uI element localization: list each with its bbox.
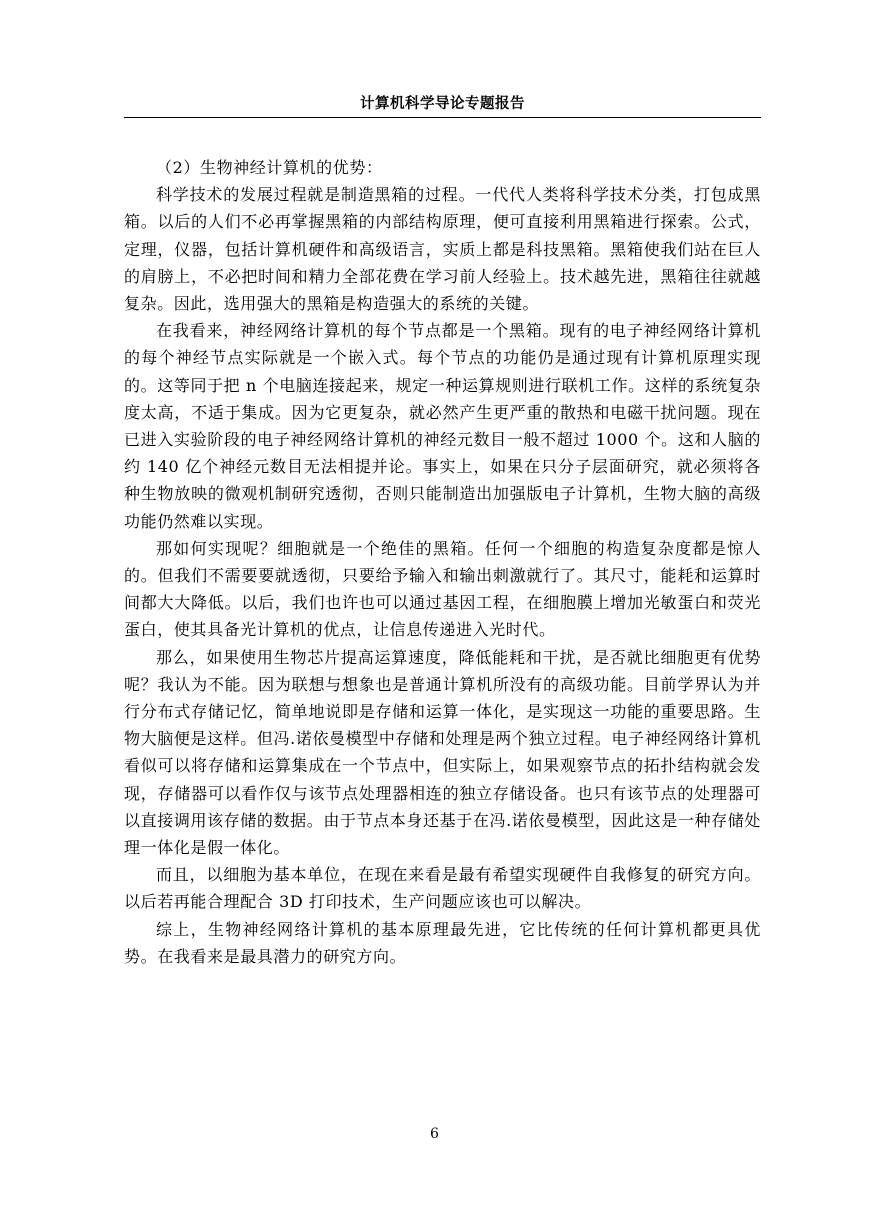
page-header: [124, 94, 761, 118]
document-body: [124, 154, 761, 970]
paragraph-conclusion: 综上，生物神经网络计算机的基本原理最先进，它比传统的任何计算机都更具优势。在我看来是最具潜力的研究方向。: [124, 919, 761, 966]
page-number: 6: [430, 1126, 439, 1142]
paragraph-biochip-comparison: 那么，如果使用生物芯片提高运算速度，降低能耗和干扰，是否就比细胞更有优势呢？我认为不能。因为联想与想象也是普通计算机所没有的高级功能。目前学界认为并行分布式存储记忆，简单地说即是存储和运算一体化，是实现这一功能的重要思路。生物大脑便是这样。但冯.诺依曼模型中存储和处理是两个独立过程。电子神经网络计算机看似可以将存储和运算集成在一个节点中，但实际上，如果观察节点的拓扑结构就会发现，存储器可以看作仅与该节点处理器相连的独立存储设备。也只有该节点的处理器可以直接调用该存储的数据。由于节点本身还基于在冯.诺依曼模型，因此这是一种存储处理一体化是假一体化。: [124, 647, 761, 858]
section-subheading: （2）生物神经计算机的优势：: [156, 158, 383, 177]
paragraph-neural-nodes: 在我看来，神经网络计算机的每个节点都是一个黑箱。现有的电子神经网络计算机的每个神经节点实际就是一个嵌入式。每个节点的功能仍是通过现有计算机原理实现的。这等同于把 n 个电脑连接起来，规定一种运算规则进行联机工作。这样的系统复杂度太高，不适于集成。因为它更复杂，就必然产生更严重的散热和电磁干扰问题。现在已进入实验阶段的电子神经网络计算机的神经元数目一般不超过 1000 个。这和人脑的约 140 亿个神经元数目无法相提并论。事实上，如果在只分子层面研究，就必须将各种生物放映的微观机制研究透彻，否则只能制造出加强版电子计算机，生物大脑的高级功能仍然难以实现。: [124, 321, 761, 531]
header-title: 计算机科学导论专题报告: [360, 96, 525, 112]
paragraph-black-box: 科学技术的发展过程就是制造黑箱的过程。一代代人类将科学技术分类，打包成黑箱。以后的人们不必再掌握黑箱的内部结构原理，便可直接利用黑箱进行探索。公式，定理，仪器，包括计算机硬件和高级语言，实质上都是科技黑箱。黑箱使我们站在巨人的肩膀上，不必把时间和精力全部花费在学习前人经验上。技术越先进，黑箱往往就越复杂。因此，选用强大的黑箱是构造强大的系统的关键。: [124, 185, 761, 314]
paragraph-self-repair: 而且，以细胞为基本单位，在现在来看是最有希望实现硬件自我修复的研究方向。以后若再能合理配合 3D 打印技术，生产问题应该也可以解决。: [124, 865, 761, 912]
paragraph-cell-black-box: 那如何实现呢？细胞就是一个绝佳的黑箱。任何一个细胞的构造复杂度都是惊人的。但我们不需要要就透彻，只要给予输入和输出刺激就行了。其尺寸，能耗和运算时间都大大降低。以后，我们也许也可以通过基因工程，在细胞膜上增加光敏蛋白和荧光蛋白，使其具备光计算机的优点，让信息传递进入光时代。: [124, 538, 761, 640]
